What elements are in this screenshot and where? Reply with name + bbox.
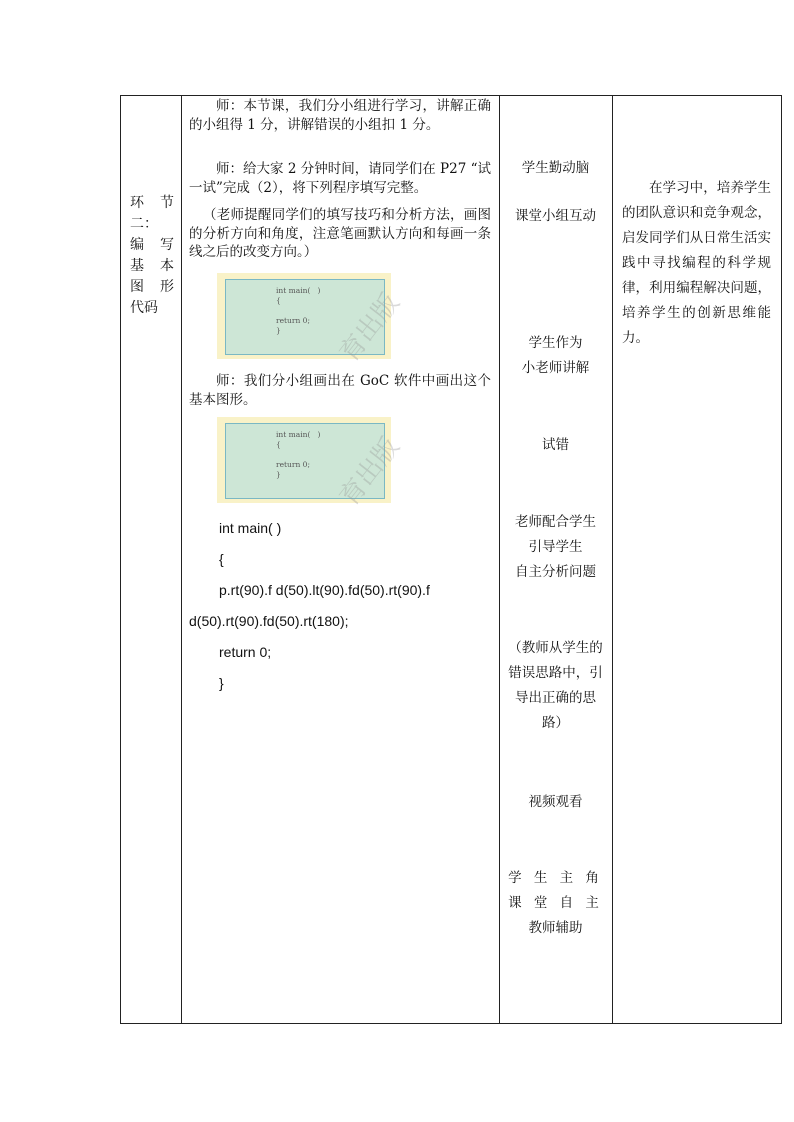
watermark: 育出版	[334, 432, 406, 513]
section-label-char: 形	[160, 279, 174, 295]
code-figure-text: int main( ) { return 0; }	[276, 286, 321, 335]
teacher-paragraph-4: 师：我们分小组画出在 GoC 软件中画出这个基本图形。	[189, 373, 491, 408]
section-label-char: 代码	[130, 300, 158, 316]
code-line: {	[219, 551, 224, 567]
code-figure-panel	[225, 423, 385, 499]
code-line: return 0;	[219, 644, 272, 660]
teacher-activity-cell	[181, 96, 499, 1023]
student-activity-item	[499, 433, 612, 458]
student-activity-line: 导出正确的思	[515, 690, 596, 706]
student-activity-line: 视频观看	[528, 794, 583, 810]
section-label-char: 环	[130, 195, 144, 211]
student-activity-line: 路）	[542, 715, 569, 731]
code-figure-1	[217, 273, 391, 359]
lesson-table	[120, 95, 782, 1024]
code-figure-panel	[225, 279, 385, 355]
student-activity-item	[499, 866, 612, 941]
student-activity-item	[499, 636, 612, 736]
teacher-paragraph-2: 师：给大家 2 分钟时间，请同学们在 P27 “试一试”完成（2），将下列程序填写完整。	[189, 161, 491, 196]
code-line: int main( )	[219, 520, 282, 536]
student-activity-item	[499, 790, 612, 815]
section-label	[130, 193, 174, 319]
section-label-line	[130, 256, 174, 277]
student-activity-line: 老师配合学生	[515, 514, 596, 530]
section-label-line	[130, 193, 174, 214]
code-figure-2	[217, 417, 391, 503]
code-line: p.rt(90).f d(50).lt(90).fd(50).rt(90).f	[219, 582, 430, 598]
student-activity-line: 学生勤动脑	[521, 160, 590, 176]
design-intent-text: 在学习中，培养学生的团队意识和竞争观念，启发同学们从日常生活实践中寻找编程的科学规律，利用编程解决问题，培养学生的创新思维能力。	[622, 180, 771, 346]
student-activity-item	[499, 204, 612, 229]
code-figure-text: int main( ) { return 0; }	[276, 430, 321, 479]
student-activity-cell	[499, 96, 612, 1023]
section-label-char: 二：	[130, 216, 158, 232]
section-cell	[121, 96, 181, 1023]
watermark: 育出版	[334, 288, 406, 369]
section-label-char: 本	[160, 258, 174, 274]
code-line: d(50).rt(90).fd(50).rt(180);	[189, 613, 349, 629]
student-activity-item	[499, 156, 612, 181]
student-activity-line: 试错	[542, 437, 569, 453]
student-activity-item	[499, 510, 612, 585]
section-label-char: 图	[130, 279, 144, 295]
student-activity-item	[499, 331, 612, 381]
student-activity-line: 学 生 主 角	[508, 870, 603, 886]
design-intent-cell	[612, 96, 781, 1023]
section-label-line	[130, 277, 174, 298]
code-line: }	[219, 675, 224, 691]
teacher-paragraph-1: 师：本节课，我们分小组进行学习，讲解正确的小组得 1 分，讲解错误的小组扣 1 分。	[189, 98, 491, 133]
student-activity-line: 错误思路中，引	[508, 665, 603, 681]
student-activity-line: 小老师讲解	[521, 360, 590, 376]
student-activity-line: 自主分析问题	[515, 564, 596, 580]
student-activity-line: 学生作为	[528, 335, 583, 351]
teacher-paragraph-3: （老师提醒同学们的填写技巧和分析方法，画图的分析方向和角度，注意笔画默认方向和每画一条线之后的改变方向。）	[189, 207, 491, 260]
student-activity-line: （教师从学生的	[508, 640, 603, 656]
section-label-char: 基	[130, 258, 144, 274]
student-activity-line: 课 堂 自 主	[508, 895, 603, 911]
student-activity-line: 课堂小组互动	[515, 208, 596, 224]
section-label-char: 编	[130, 237, 144, 253]
section-label-char: 写	[160, 237, 174, 253]
program-code	[189, 516, 491, 702]
section-label-line	[130, 298, 174, 319]
section-label-char: 节	[160, 195, 174, 211]
student-activity-line: 教师辅助	[528, 920, 583, 936]
section-label-line	[130, 214, 174, 235]
student-activity-line: 引导学生	[528, 539, 583, 555]
section-label-line	[130, 235, 174, 256]
